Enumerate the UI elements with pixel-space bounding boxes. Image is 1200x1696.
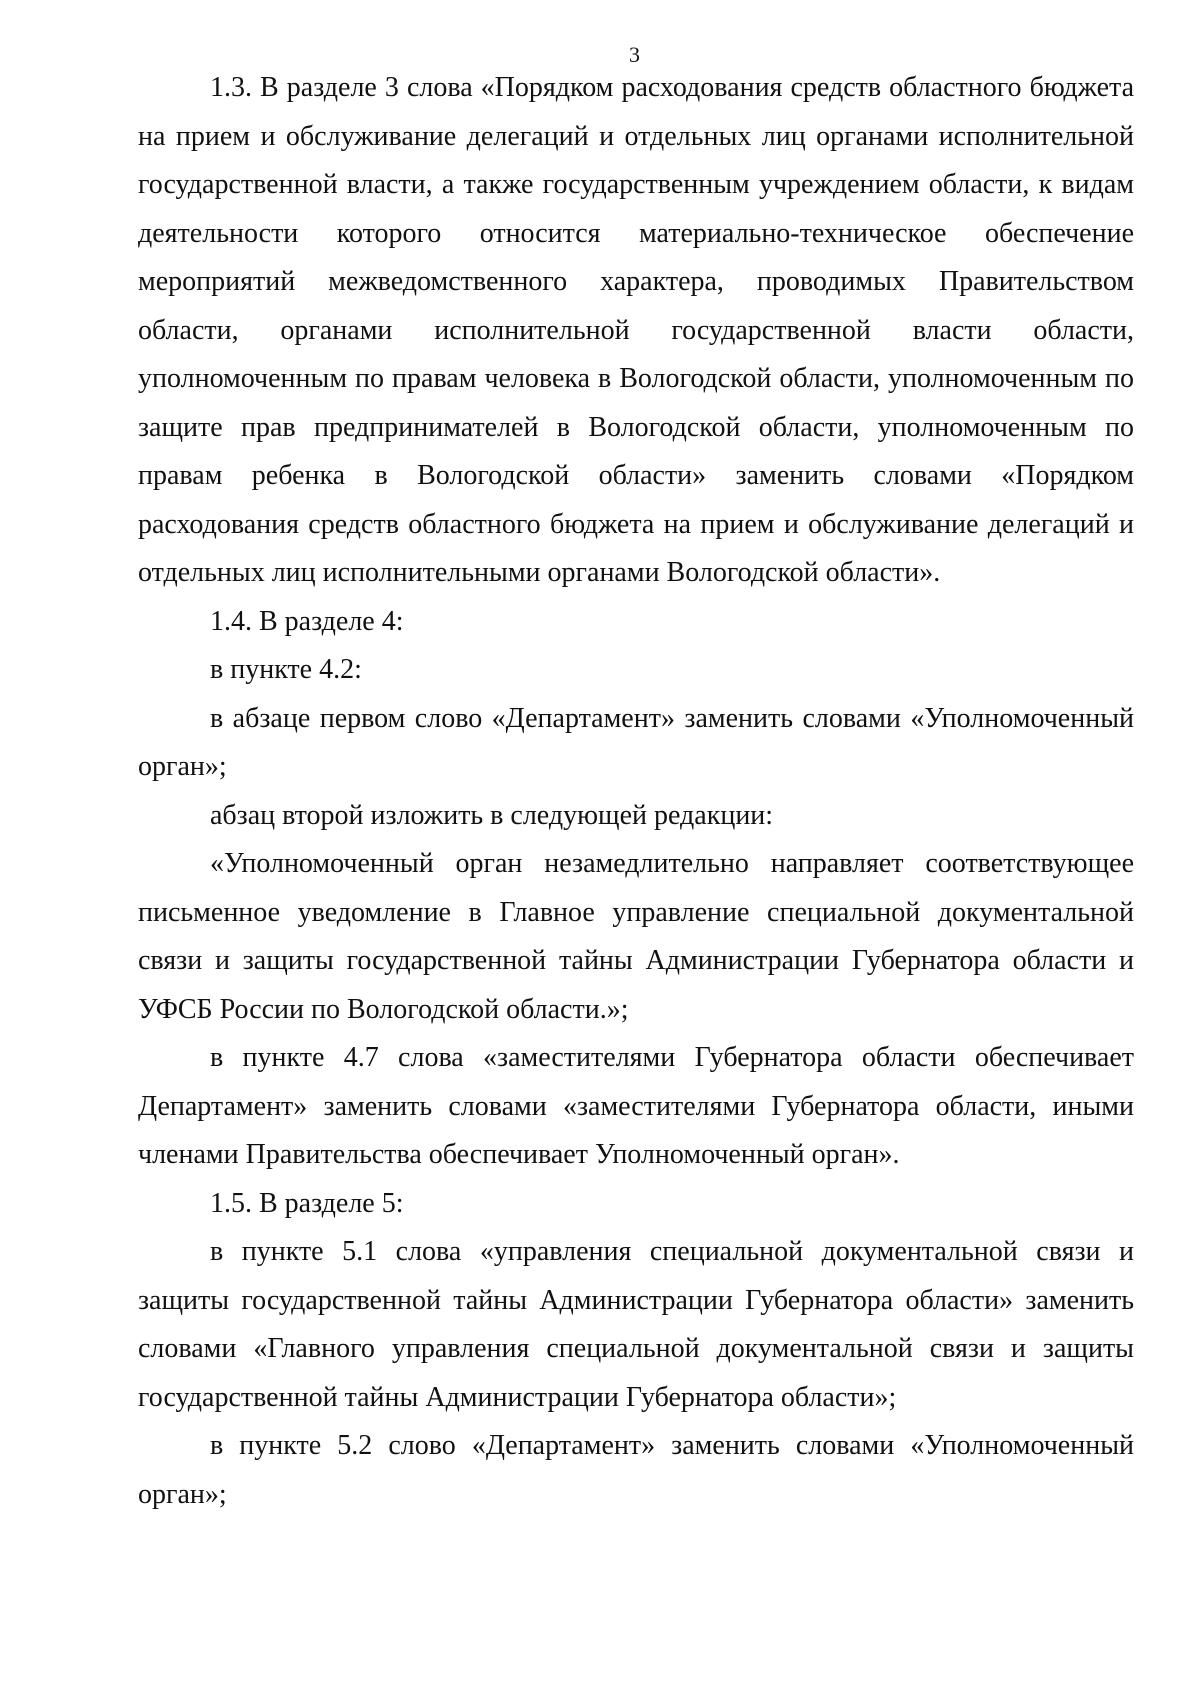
page-number: 3 [629,42,640,67]
paragraph-4-2-first: в абзаце первом слово «Департамент» заменить словами «Уполномоченный орган»; [138,702,1134,782]
paragraph-4-7: в пункте 4.7 слова «заместителями Губернатора области обеспечивает Департамент» заменить словами «заместителями Губернатора области, иными членами Правительства обеспечивает Уполномоченный орган». [138,1042,1134,1170]
paragraph-5-1: в пункте 5.1 слова «управления специальной документальной связи и защиты государственной тайны Администрации Губернатора области» заменить словами «Главного управления специальной документальной связи и защиты государственной тайны Администрации Губернатора области»; [138,1236,1134,1413]
paragraph-1-3: 1.3. В разделе 3 слова «Порядком расходования средств областного бюджета на прием и обслуживание делегаций и отдельных лиц органами исполнительной государственной власти, а также государственным учреждением области, к видам деятельности которого относится материально-техническое обеспечение мероприятий межведомственного характера, проводимых Правительством области, органами исполнительной государственной власти области, уполномоченным по правам человека в Вологодской области, уполномоченным по защите прав предпринимателей в Вологодской области, уполномоченным по правам ребенка в Вологодской области» заменить словами «Порядком расходования средств областного бюджета на прием и обслуживание делегаций и отдельных лиц исполнительными органами Вологодской области». [138,72,1134,588]
paragraph-4-2-second-intro: абзац второй изложить в следующей редакции: [210,799,774,831]
paragraph-1-5-heading: 1.5. В разделе 5: [210,1187,404,1219]
paragraph-4-2-second-text: «Уполномоченный орган незамедлительно направляет соответствующее письменное уведомление в Главное управление специальной документальной связи и защиты государственной тайны Администрации Губернатора области и УФСБ России по Вологодской области.»; [138,848,1134,1025]
paragraph-1-4-heading: 1.4. В разделе 4: [210,605,404,637]
document-body [138,64,1134,1519]
paragraph-4-2-heading: в пункте 4.2: [210,654,362,685]
paragraph-5-2: в пункте 5.2 слово «Департамент» заменить словами «Уполномоченный орган»; [138,1430,1134,1510]
